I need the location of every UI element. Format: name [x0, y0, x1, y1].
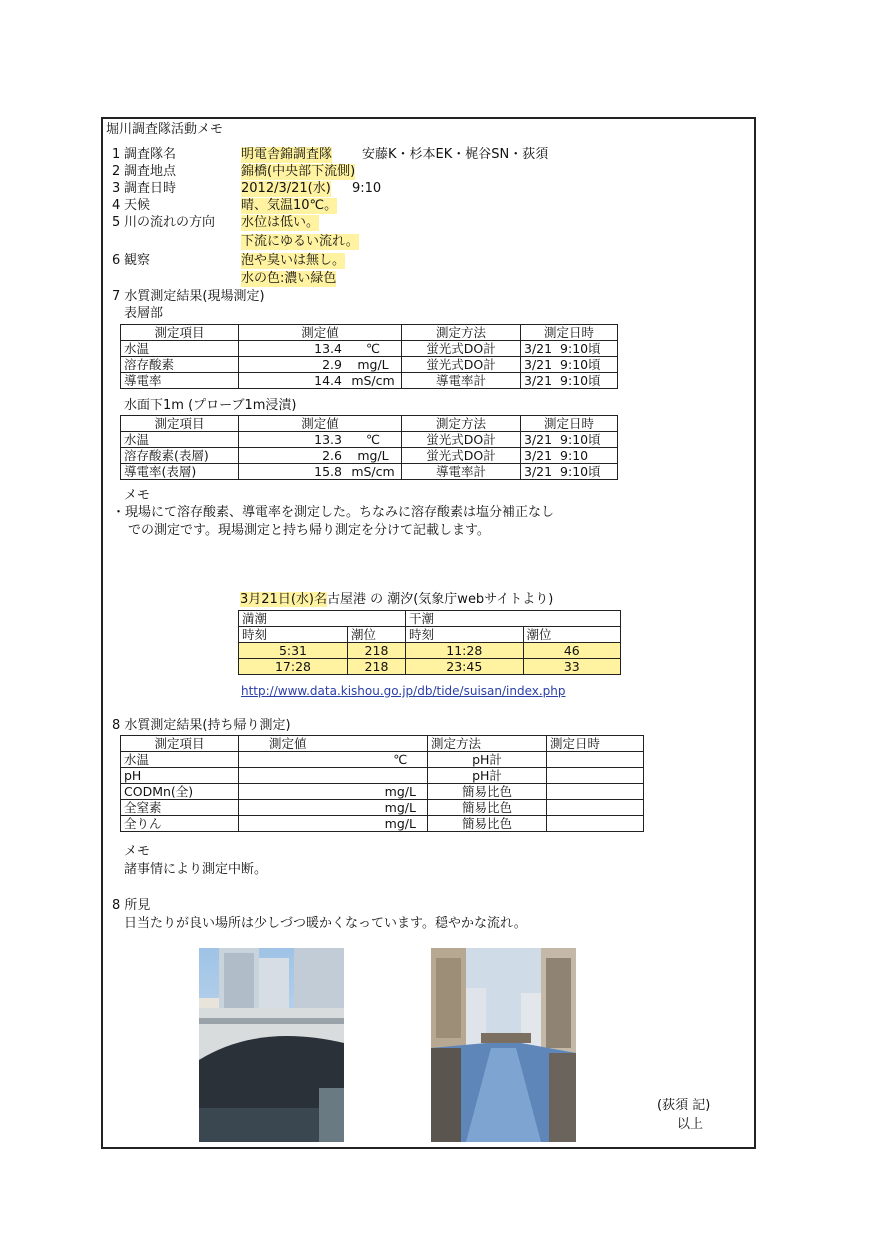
value-cell: 14.4: [239, 373, 346, 389]
unit-cell: mS/cm: [345, 464, 402, 480]
tide-cell: 11:28: [406, 643, 524, 659]
time: 9:10頃: [560, 464, 601, 479]
unit-cell: [374, 768, 428, 784]
surface-table: [120, 324, 618, 389]
unit-cell: mg/L: [345, 448, 402, 464]
unit-cell: ℃: [374, 752, 428, 768]
item-label: 天候: [124, 198, 151, 213]
value-cell: 2.9: [239, 357, 346, 373]
memo-label: メモ: [124, 844, 151, 859]
date-cell: [521, 448, 618, 464]
date: 3/21: [524, 448, 553, 463]
table-row: [121, 373, 618, 389]
canal-photo: [431, 948, 576, 1142]
value-cell: [239, 752, 374, 768]
tide-title-date: 3月21日(水)名: [240, 592, 327, 607]
date: 3/21: [524, 373, 553, 388]
header-cell: 潮位: [347, 627, 405, 643]
header-cell: 時刻: [239, 627, 348, 643]
date-cell: [547, 768, 644, 784]
date: 3/21: [524, 432, 553, 447]
item-extra: 9:10: [352, 181, 382, 196]
tide-cell: 33: [523, 659, 620, 675]
item-cell: 水温: [121, 752, 239, 768]
value-cell: 13.4: [239, 341, 346, 357]
method-cell: 蛍光式DO計: [402, 357, 521, 373]
section7-heading: 7 水質測定結果(現場測定): [112, 289, 265, 304]
header-cell: 測定方法: [402, 416, 521, 432]
item-value: 泡や臭いは無し。: [241, 253, 346, 268]
method-cell: 蛍光式DO計: [402, 432, 521, 448]
tide-cell: 218: [347, 643, 405, 659]
table-header-row: [121, 325, 618, 341]
method-cell: 簡易比色: [428, 784, 547, 800]
header-cell: 測定日時: [521, 416, 618, 432]
depth-label: 水面下1m (プローブ1m浸漬): [124, 398, 297, 413]
header-cell: 測定項目: [121, 736, 239, 752]
date-cell: [521, 341, 618, 357]
tide-cell: 218: [347, 659, 405, 675]
header-cell: 測定値: [239, 416, 402, 432]
value-cell: 15.8: [239, 464, 346, 480]
date-cell: [547, 816, 644, 832]
item-value: 2012/3/21(水): [241, 181, 331, 196]
table-row: [239, 643, 621, 659]
low-tide-label: 干潮: [406, 611, 621, 627]
unit-cell: mg/L: [374, 816, 428, 832]
table-row: [121, 752, 644, 768]
value-cell: [239, 784, 374, 800]
unit-cell: mg/L: [345, 357, 402, 373]
date-cell: [521, 357, 618, 373]
header-cell: 測定日時: [521, 325, 618, 341]
item-value: 水位は低い。: [241, 215, 320, 230]
method-cell: 導電率計: [402, 373, 521, 389]
time: 9:10頃: [560, 357, 601, 372]
item-number: 3: [112, 181, 121, 196]
value-cell: [239, 816, 374, 832]
method-cell: 簡易比色: [428, 816, 547, 832]
item-value: 錦橋(中央部下流側): [241, 164, 356, 179]
method-cell: 導電率計: [402, 464, 521, 480]
table-row: [121, 768, 644, 784]
author-signature: (荻須 記): [657, 1098, 711, 1113]
date-cell: [521, 373, 618, 389]
memo-label: メモ: [124, 488, 151, 503]
tide-cell: 5:31: [239, 643, 348, 659]
unit-cell: mg/L: [374, 784, 428, 800]
method-cell: 蛍光式DO計: [402, 341, 521, 357]
memo-text: での測定です。現場測定と持ち帰り測定を分けて記載します。: [128, 523, 490, 538]
header-cell: 測定項目: [121, 416, 239, 432]
takehome-table: [120, 735, 644, 832]
item-cell: 導電率(表層): [121, 464, 239, 480]
header-cell: 測定方法: [428, 736, 547, 752]
item-number: 5: [112, 215, 121, 230]
table-row: [121, 800, 644, 816]
date-cell: [521, 432, 618, 448]
item-cell: 導電率: [121, 373, 239, 389]
tide-title-rest: 古屋港 の 潮汐(気象庁webサイトより): [326, 592, 554, 607]
item-cell: 全窒素: [121, 800, 239, 816]
unit-cell: mg/L: [374, 800, 428, 816]
table-row: [121, 357, 618, 373]
item-number: 1: [112, 147, 121, 162]
bridge-photo: [199, 948, 344, 1142]
item-number: 6: [112, 253, 121, 268]
value-cell: [239, 800, 374, 816]
section8a-heading: 8 水質測定結果(持ち帰り測定): [112, 718, 291, 733]
item-cell: CODMn(全): [121, 784, 239, 800]
item-cell: 溶存酸素: [121, 357, 239, 373]
memo-text: ・現場にて溶存酸素、導電率を測定した。ちなみに溶存酸素は塩分補正なし: [112, 505, 555, 520]
tide-source-link[interactable]: http://www.data.kishou.go.jp/db/tide/suisan/index.php: [241, 684, 566, 698]
date: 3/21: [524, 341, 553, 356]
date-cell: [547, 800, 644, 816]
value-cell: 13.3: [239, 432, 346, 448]
memo-text: 諸事情により測定中断。: [124, 862, 268, 877]
header-cell: 測定日時: [547, 736, 644, 752]
date-cell: [547, 784, 644, 800]
table-row: [121, 816, 644, 832]
time: 9:10: [560, 448, 589, 463]
unit-cell: ℃: [345, 341, 402, 357]
table-row: [239, 611, 621, 627]
method-cell: 蛍光式DO計: [402, 448, 521, 464]
section8b-heading: 8 所見: [112, 898, 151, 913]
item-label: 調査地点: [124, 164, 177, 179]
item-label: 調査隊名: [124, 147, 177, 162]
bridge-photo-illustration: [199, 948, 344, 1142]
table-row: [239, 627, 621, 643]
table-header-row: [121, 736, 644, 752]
header-cell: 潮位: [523, 627, 620, 643]
unit-cell: mS/cm: [345, 373, 402, 389]
header-cell: 測定方法: [402, 325, 521, 341]
table-header-row: [121, 416, 618, 432]
item-value-second: 下流にゆるい流れ。: [241, 234, 359, 249]
item-cell: 全りん: [121, 816, 239, 832]
tide-cell: 17:28: [239, 659, 348, 675]
date-cell: [547, 752, 644, 768]
header-cell: 測定項目: [121, 325, 239, 341]
date-cell: [521, 464, 618, 480]
table-row: [121, 784, 644, 800]
header-cell: 時刻: [406, 627, 524, 643]
item-label: 川の流れの方向: [124, 215, 216, 230]
method-cell: pH計: [428, 752, 547, 768]
value-cell: [239, 768, 374, 784]
tide-table: [238, 610, 621, 675]
date: 3/21: [524, 464, 553, 479]
item-number: 4: [112, 198, 121, 213]
canal-photo-illustration: [431, 948, 576, 1142]
table-row: [121, 464, 618, 480]
observation-text: 日当たりが良い場所は少しづつ暖かくなっています。穏やかな流れ。: [124, 916, 527, 931]
page-title: 堀川調査隊活動メモ: [106, 122, 224, 137]
method-cell: 簡易比色: [428, 800, 547, 816]
header-cell: 測定値: [239, 736, 428, 752]
method-cell: pH計: [428, 768, 547, 784]
item-cell: pH: [121, 768, 239, 784]
item-label: 調査日時: [124, 181, 177, 196]
item-extra: 安藤K・杉本EK・梶谷SN・荻須: [362, 147, 549, 162]
unit-cell: ℃: [345, 432, 402, 448]
table-row: [121, 448, 618, 464]
time: 9:10頃: [560, 373, 601, 388]
item-cell: 溶存酸素(表層): [121, 448, 239, 464]
depth-table: [120, 415, 618, 480]
tide-cell: 23:45: [406, 659, 524, 675]
item-value: 晴、気温10℃。: [241, 198, 338, 213]
tide-cell: 46: [523, 643, 620, 659]
item-label: 観察: [124, 253, 151, 268]
high-tide-label: 満潮: [239, 611, 406, 627]
surface-label: 表層部: [124, 306, 164, 321]
item-cell: 水温: [121, 432, 239, 448]
time: 9:10頃: [560, 341, 601, 356]
date: 3/21: [524, 357, 553, 372]
table-row: [239, 659, 621, 675]
item-value: 明電舎錦調査隊: [241, 147, 333, 162]
item-number: 2: [112, 164, 121, 179]
value-cell: 2.6: [239, 448, 346, 464]
tide-title: [240, 592, 553, 608]
time: 9:10頃: [560, 432, 601, 447]
table-row: [121, 341, 618, 357]
table-row: [121, 432, 618, 448]
closing-text: 以上: [677, 1117, 704, 1132]
header-cell: 測定値: [239, 325, 402, 341]
item-cell: 水温: [121, 341, 239, 357]
item-value-second: 水の色:濃い緑色: [241, 271, 337, 286]
